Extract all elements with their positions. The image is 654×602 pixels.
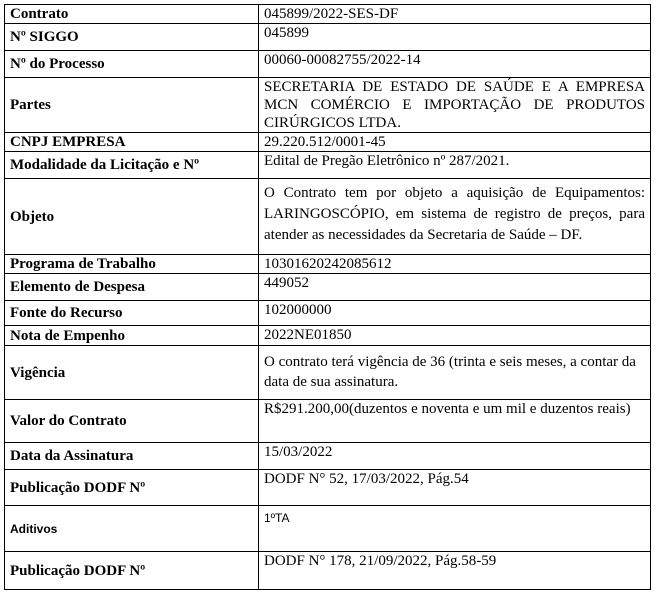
row-modalidade: [5, 152, 651, 179]
value-siggo: 045899: [259, 24, 651, 51]
label-processo: Nº do Processo: [5, 51, 259, 78]
label-modalidade: Modalidade da Licitação e Nº: [5, 152, 259, 179]
value-elemento: 449052: [259, 274, 651, 301]
value-objeto: O Contrato tem por objeto a aquisição de Equipamentos: LARINGOSCÓPIO, em sistema de registro de preços, para atender as necessidades da Secretaria de Saúde – DF.: [259, 179, 651, 255]
row-publicacao-1: [5, 470, 651, 506]
label-fonte: Fonte do Recurso: [5, 301, 259, 326]
value-fonte: 102000000: [259, 301, 651, 326]
label-vigencia: Vigência: [5, 346, 259, 400]
label-publicacao-1: Publicação DODF Nº: [5, 470, 259, 506]
row-aditivos: [5, 506, 651, 552]
row-contrato: [5, 5, 651, 24]
row-programa: [5, 255, 651, 274]
label-valor: Valor do Contrato: [5, 400, 259, 443]
value-modalidade: Edital de Pregão Eletrônico nº 287/2021.: [259, 152, 651, 179]
value-empenho: 2022NE01850: [259, 326, 651, 346]
value-aditivos: 1ºTA: [259, 506, 651, 552]
row-elemento: [5, 274, 651, 301]
row-objeto: [5, 179, 651, 255]
label-publicacao-2: Publicação DODF Nº: [5, 552, 259, 590]
value-vigencia: O contrato terá vigência de 36 (trinta e seis meses, a contar da data de sua assinatura.: [259, 346, 651, 400]
value-valor: R$291.200,00(duzentos e noventa e um mil e duzentos reais): [259, 400, 651, 443]
row-empenho: [5, 326, 651, 346]
row-publicacao-2: [5, 552, 651, 590]
label-data: Data da Assinatura: [5, 443, 259, 470]
label-siggo: Nº SIGGO: [5, 24, 259, 51]
row-data: [5, 443, 651, 470]
value-programa: 10301620242085612: [259, 255, 651, 274]
value-data: 15/03/2022: [259, 443, 651, 470]
label-elemento: Elemento de Despesa: [5, 274, 259, 301]
row-siggo: [5, 24, 651, 51]
label-partes: Partes: [5, 78, 259, 133]
label-empenho: Nota de Empenho: [5, 326, 259, 346]
row-cnpj: [5, 133, 651, 152]
row-fonte: [5, 301, 651, 326]
row-partes: [5, 78, 651, 133]
value-processo: 00060-00082755/2022-14: [259, 51, 651, 78]
value-publicacao-1: DODF N° 52, 17/03/2022, Pág.54: [259, 470, 651, 506]
value-contrato: 045899/2022-SES-DF: [259, 5, 651, 24]
row-valor: [5, 400, 651, 443]
contract-table: [4, 4, 651, 590]
value-cnpj: 29.220.512/0001-45: [259, 133, 651, 152]
row-processo: [5, 51, 651, 78]
row-vigencia: [5, 346, 651, 400]
label-objeto: Objeto: [5, 179, 259, 255]
label-aditivos: Aditivos: [5, 506, 259, 552]
label-programa: Programa de Trabalho: [5, 255, 259, 274]
value-partes: SECRETARIA DE ESTADO DE SAÚDE E A EMPRESA MCN COMÉRCIO E IMPORTAÇÃO DE PRODUTOS CIRÚRGICOS LTDA.: [259, 78, 651, 133]
value-publicacao-2: DODF N° 178, 21/09/2022, Pág.58-59: [259, 552, 651, 590]
label-cnpj: CNPJ EMPRESA: [5, 133, 259, 152]
label-contrato: Contrato: [5, 5, 259, 24]
